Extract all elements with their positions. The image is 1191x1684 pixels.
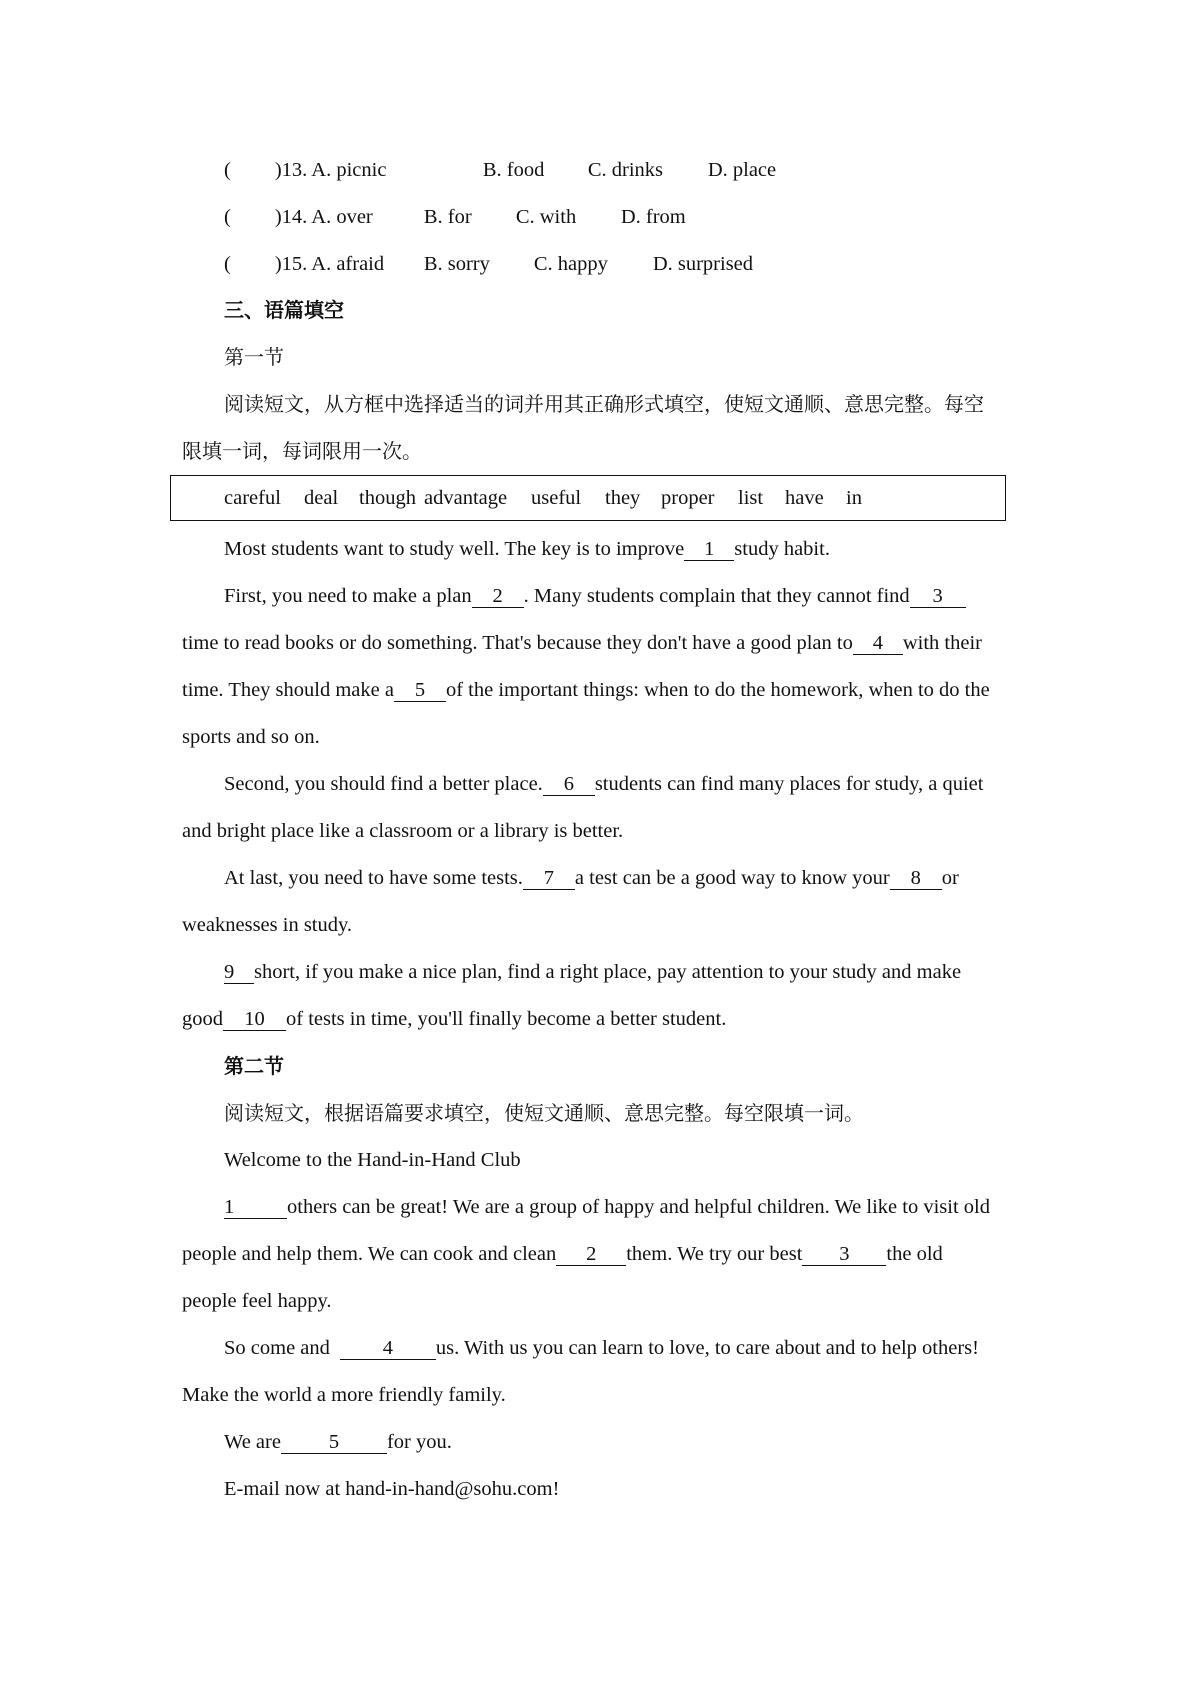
passage1-para3-line1: Second, you should find a better place. 6 students can find many places for study, a quiet — [224, 773, 984, 795]
blank-4: 4 — [853, 632, 903, 655]
word-in: in — [846, 487, 862, 509]
blank-8: 8 — [890, 867, 942, 890]
passage1-para5-line2: good 10 of tests in time, you'll finally become a better student. — [182, 1008, 727, 1030]
word-have: have — [785, 487, 824, 509]
part1-instruction-line2: 限填一词，每词限用一次。 — [182, 439, 422, 463]
passage1-para4-line1: At last, you need to have some tests. 7 a test can be a good way to know your 8 or — [224, 867, 959, 889]
option-c: C. drinks — [587, 159, 664, 181]
blank-9: 9 — [224, 961, 254, 984]
blank-p2-3: 3 — [802, 1243, 886, 1266]
option-c: C. happy — [533, 253, 608, 275]
passage2-heading: Welcome to the Hand-in-Hand Club — [224, 1149, 521, 1171]
passage2-para2-line1: So come and 4 us. With us you can learn to love, to care about and to help others! — [224, 1337, 979, 1359]
question-15 — [224, 250, 753, 278]
passage2-para2-line2: Make the world a more friendly family. — [182, 1384, 506, 1406]
question-paren: ( — [224, 159, 231, 181]
passage1-para2-line4: sports and so on. — [182, 726, 320, 748]
word-they: they — [605, 487, 641, 509]
word-though: though — [359, 487, 416, 509]
blank-p2-2: 2 — [556, 1243, 626, 1266]
section-heading: 三、语篇填空 — [224, 298, 344, 322]
option-a: )14. A. over — [274, 206, 373, 228]
question-14 — [224, 203, 686, 231]
option-b: B. food — [482, 159, 545, 181]
passage2-para3: We are 5 for you. — [224, 1431, 452, 1453]
option-b: B. sorry — [423, 253, 490, 275]
passage2-para1-line3: people feel happy. — [182, 1290, 332, 1312]
option-d: D. place — [707, 159, 777, 181]
option-a: )13. A. picnic — [274, 159, 387, 181]
part2-instruction: 阅读短文，根据语篇要求填空，使短文通顺、意思完整。每空限填一词。 — [224, 1101, 864, 1125]
blank-10: 10 — [223, 1008, 286, 1031]
blank-3: 3 — [910, 585, 966, 608]
question-13 — [224, 156, 776, 184]
passage1-para2-line1: First, you need to make a plan 2 . Many students complain that they cannot find 3 — [224, 582, 966, 610]
question-paren: ( — [224, 206, 231, 228]
option-d: D. from — [620, 206, 686, 228]
blank-7: 7 — [523, 867, 575, 890]
passage1-para3-line2: and bright place like a classroom or a library is better. — [182, 820, 624, 842]
option-c: C. with — [515, 206, 577, 228]
word-box — [170, 475, 1006, 521]
blank-2: 2 — [472, 585, 524, 608]
option-b: B. for — [423, 206, 472, 228]
word-advantage: advantage — [424, 487, 508, 509]
passage1-para4-line2: weaknesses in study. — [182, 914, 353, 936]
option-d: D. surprised — [652, 253, 754, 275]
word-deal: deal — [304, 487, 339, 509]
blank-p2-4: 4 — [340, 1337, 436, 1360]
word-useful: useful — [531, 487, 582, 509]
passage1-para5-line1: 9 short, if you make a nice plan, find a right place, pay attention to your study and make — [224, 961, 962, 983]
passage1-para2-line2: time to read books or do something. That's because they don't have a good plan to 4 with their — [182, 632, 982, 654]
passage2-para1-line2: people and help them. We can cook and clean 2 them. We try our best 3 the old — [182, 1243, 943, 1265]
blank-5: 5 — [394, 679, 446, 702]
blank-1: 1 — [684, 538, 734, 561]
word-careful: careful — [224, 487, 281, 509]
word-list: list — [738, 487, 764, 509]
part1-title: 第一节 — [224, 345, 284, 369]
passage1-para2-line3: time. They should make a 5 of the important things: when to do the homework, when to do the — [182, 679, 990, 701]
word-proper: proper — [661, 487, 715, 509]
passage1-para1: Most students want to study well. The key is to improve 1 study habit. — [224, 538, 830, 560]
part2-title: 第二节 — [224, 1054, 284, 1078]
passage2-para4: E-mail now at hand-in-hand@sohu.com! — [224, 1478, 560, 1500]
part1-instruction-line1: 阅读短文，从方框中选择适当的词并用其正确形式填空，使短文通顺、意思完整。每空 — [224, 392, 984, 416]
blank-p2-1: 1 — [224, 1196, 287, 1219]
option-a: )15. A. afraid — [274, 253, 385, 275]
blank-6: 6 — [543, 773, 595, 796]
passage2-para1-line1: 1 others can be great! We are a group of happy and helpful children. We like to visit old — [224, 1196, 990, 1218]
question-paren: ( — [224, 253, 231, 275]
blank-p2-5: 5 — [281, 1431, 387, 1454]
